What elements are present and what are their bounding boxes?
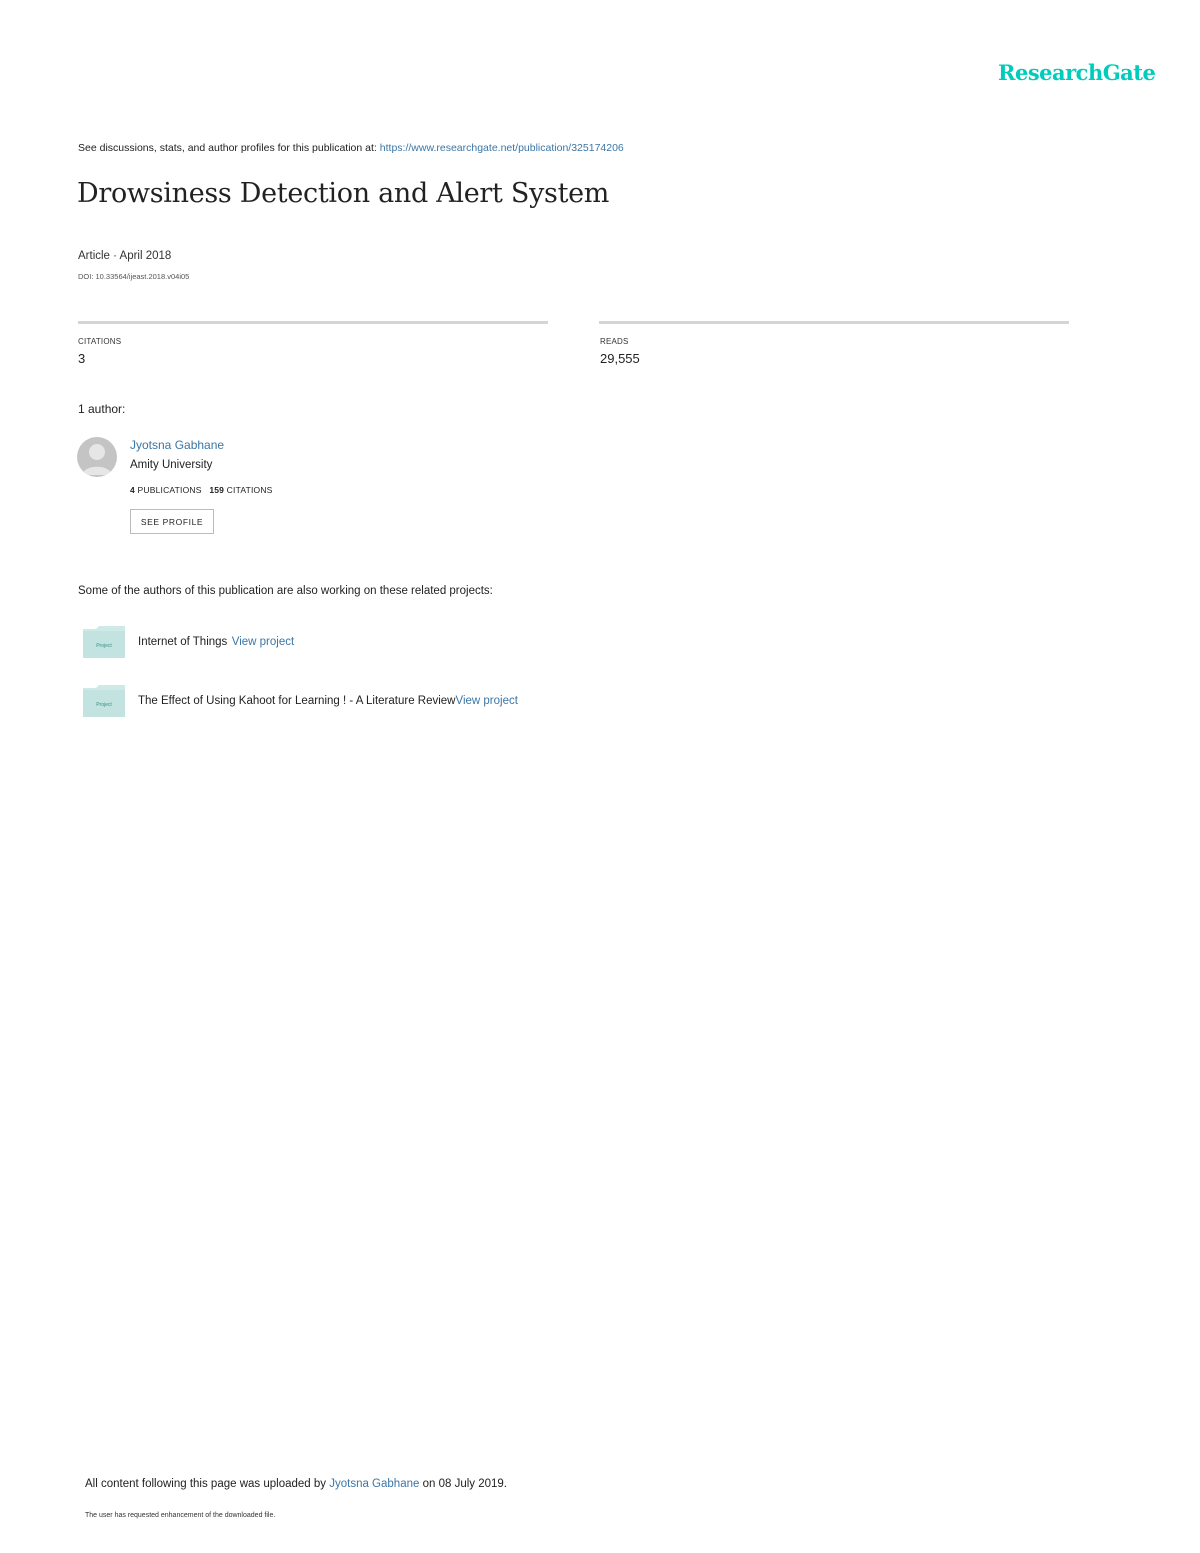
enhancement-note: The user has requested enhancement of the downloaded file. — [85, 1512, 276, 1519]
uploader-link[interactable]: Jyotsna Gabhane — [329, 1478, 420, 1490]
see-profile-button[interactable]: SEE PROFILE — [130, 509, 214, 534]
project-folder-label: Project — [96, 702, 112, 708]
author-citations-count: 159 — [209, 485, 225, 495]
reads-divider — [599, 321, 1069, 324]
citations-divider — [78, 321, 548, 324]
view-project-link[interactable]: View project — [455, 695, 518, 707]
publication-meta: Article · April 2018 — [78, 250, 172, 262]
publication-title: Drowsiness Detection and Alert System — [77, 178, 610, 209]
author-institution: Amity University — [130, 459, 213, 471]
author-name-link[interactable]: Jyotsna Gabhane — [130, 438, 225, 452]
discussion-line — [78, 142, 624, 154]
author-publications-label: PUBLICATIONS — [137, 485, 202, 495]
citations-value: 3 — [78, 351, 86, 366]
project-folder-icon — [82, 684, 126, 718]
related-projects-intro: Some of the authors of this publication are also working on these related projects: — [78, 585, 493, 597]
upload-suffix: on 08 July 2019. — [422, 1478, 507, 1490]
upload-prefix: All content following this page was uploaded by — [85, 1478, 327, 1490]
project-item — [82, 625, 294, 659]
project-title: The Effect of Using Kahoot for Learning ! - A Literature Review — [138, 695, 456, 707]
reads-label: READS — [600, 337, 629, 346]
project-folder-label: Project — [96, 643, 112, 649]
reads-value: 29,555 — [600, 351, 640, 366]
author-citations-label: CITATIONS — [226, 485, 273, 495]
upload-notice — [85, 1478, 507, 1490]
discussion-prefix: See discussions, stats, and author profiles for this publication at: — [78, 142, 377, 154]
researchgate-logo[interactable]: ResearchGate — [998, 60, 1156, 85]
project-item — [82, 684, 518, 718]
author-publications-count: 4 — [130, 485, 135, 495]
view-project-link[interactable]: View project — [231, 636, 295, 648]
publication-url-link[interactable]: https://www.researchgate.net/publication/325174206 — [379, 142, 624, 154]
author-count: 1 author: — [78, 402, 126, 416]
publication-doi: DOI: 10.33564/ijeast.2018.v04i05 — [78, 272, 190, 281]
project-title: Internet of Things — [138, 636, 228, 648]
author-stats — [130, 485, 273, 495]
project-folder-icon — [82, 625, 126, 659]
citations-label: CITATIONS — [78, 337, 122, 346]
default-user-avatar-icon[interactable] — [77, 437, 117, 477]
